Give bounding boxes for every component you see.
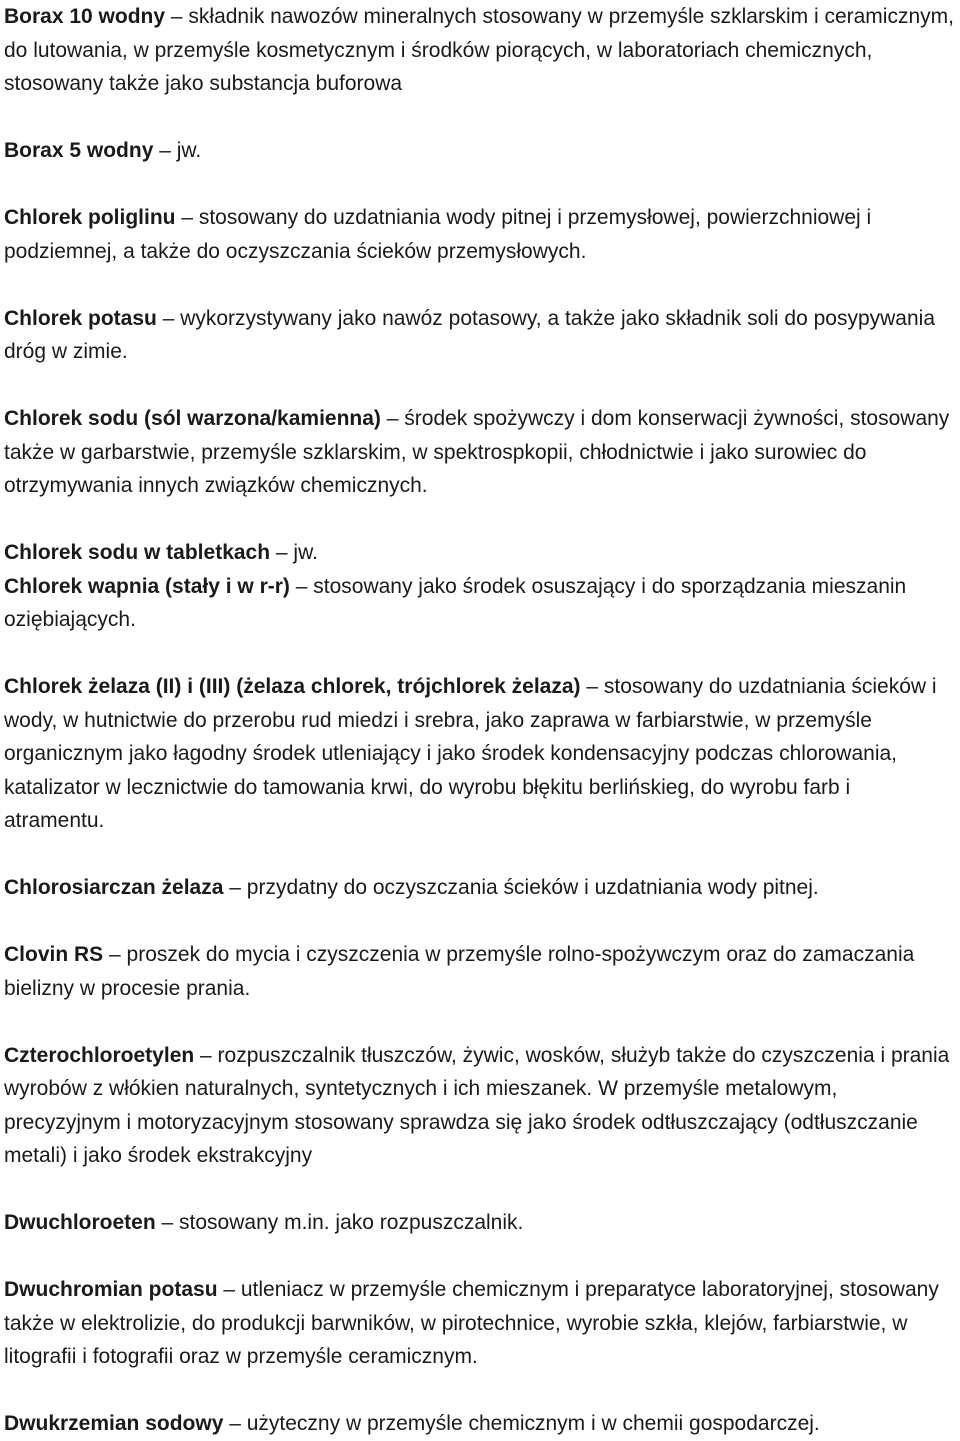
entry-description: – przydatny do oczyszczania ścieków i uzdatniania wody pitnej. <box>223 876 819 899</box>
entry-term: Chlorek potasu <box>4 306 157 330</box>
entry-term: Chlorek sodu w tabletkach <box>4 541 271 564</box>
entry-clovin-rs <box>4 938 956 1005</box>
entry-borax-5 <box>4 134 956 168</box>
entry-description: – użyteczny w przemyśle chemicznym i w chemii gospodarczej. <box>223 1412 820 1435</box>
entry-term: Chlorosiarczan żelaza <box>4 876 224 899</box>
entry-chlorek-sodu <box>4 402 956 503</box>
entry-term: Chlorek żelaza (II) i (III) (żelaza chlorek, trójchlorek żelaza) <box>4 675 581 698</box>
entry-chlorek-poliglinu <box>4 201 956 268</box>
entry-term: Borax 5 wodny <box>4 139 154 162</box>
entry-chlorek-sodu-tabletki <box>4 536 956 570</box>
entry-description: – środek spożywczy i dom konserwacji żywności, stosowany także w garbarstwie, przemyśle szklarskim, w spektrospkopii, chłodnictwie i jako surowiec do otrzymywania innych związków chemicznych. <box>4 407 950 497</box>
entry-term: Dwukrzemian sodowy <box>4 1412 224 1435</box>
entry-chlorek-potasu <box>4 302 956 369</box>
entry-description: – stosowany do uzdatniania wody pitnej i przemysłowej, powierzchniowej i podziemnej, a także do oczyszczania ścieków przemysłowych. <box>4 206 872 263</box>
entry-description: – stosowany m.in. jako rozpuszczalnik. <box>155 1211 524 1234</box>
entry-description: – wykorzystywany jako nawóz potasowy, a także jako składnik soli do posypywania dróg w zimie. <box>4 306 936 363</box>
entry-borax-10 <box>4 0 956 101</box>
entry-description: – jw. <box>153 139 202 162</box>
entry-description: – stosowany jako środek osuszający i do sporządzania mieszanin oziębiających. <box>4 574 907 631</box>
entry-description: – jw. <box>270 541 318 564</box>
entry-description: – składnik nawozów mineralnych stosowany w przemyśle szklarskim i ceramicznym, do lutowania, w przemyśle kosmetycznym i środków piorących, w laboratoriach chemicznych, stosowany także jako substancja buforowa <box>4 5 954 95</box>
entry-term: Chlorek sodu (sól warzona/kamienna) <box>4 407 381 430</box>
entry-term: Czterochloroetylen <box>4 1043 195 1067</box>
entry-description: – utleniacz w przemyśle chemicznym i preparatyce laboratoryjnej, stosowany także w elektrolizie, do produkcji barwników, w pirotechnice, wyrobie szkła, klejów, farbiarstwie, w litografii i fotografii oraz w przemyśle ceramicznym. <box>4 1278 939 1368</box>
entry-description: – stosowany do uzdatniania ścieków i wody, w hutnictwie do przerobu rud miedzi i srebra, jako zaprawa w farbiarstwie, w przemyśle organicznym jako łagodny środek utleniający i jako środek kondensacyjny podczas chlorowania, katalizator w lecznictwie do tamowania krwi, do wyrobu błękitu berlińskieg, do wyrobu farb i atramentu. <box>4 675 937 832</box>
entry-czterochloroetylen <box>4 1039 956 1173</box>
entry-term: Chlorek poliglinu <box>4 206 176 229</box>
entry-dwuchloroeten <box>4 1206 956 1240</box>
entry-chlorosiarczan-zelaza <box>4 871 956 905</box>
entry-chlorek-wapnia <box>4 570 956 637</box>
entry-term: Clovin RS <box>4 943 104 966</box>
entry-chlorek-zelaza <box>4 670 956 838</box>
entry-dwuchromian-potasu <box>4 1273 956 1374</box>
entry-term: Chlorek wapnia (stały i w r-r) <box>4 574 290 598</box>
entry-description: – proszek do mycia i czyszczenia w przemyśle rolno-spożywczym oraz do zamaczania bielizny w procesie prania. <box>4 943 915 1000</box>
entry-dwukrzemian-sodowy <box>4 1407 956 1441</box>
entry-term: Borax 10 wodny <box>4 5 166 28</box>
entry-term: Dwuchromian potasu <box>4 1278 218 1301</box>
entry-description: – rozpuszczalnik tłuszczów, żywic, wosków, służyb także do czyszczenia i prania wyrobów z włókien naturalnych, syntetycznych i ich mieszanek. W przemyśle metalowym, precyzyjnym i motoryzacyjnym stosowany sprawdza się jako środek odtłuszczający (odtłuszczanie metali) i jako środek ekstrakcyjny <box>4 1043 950 1167</box>
entry-term: Dwuchloroeten <box>4 1211 156 1234</box>
document-page <box>4 0 956 1441</box>
